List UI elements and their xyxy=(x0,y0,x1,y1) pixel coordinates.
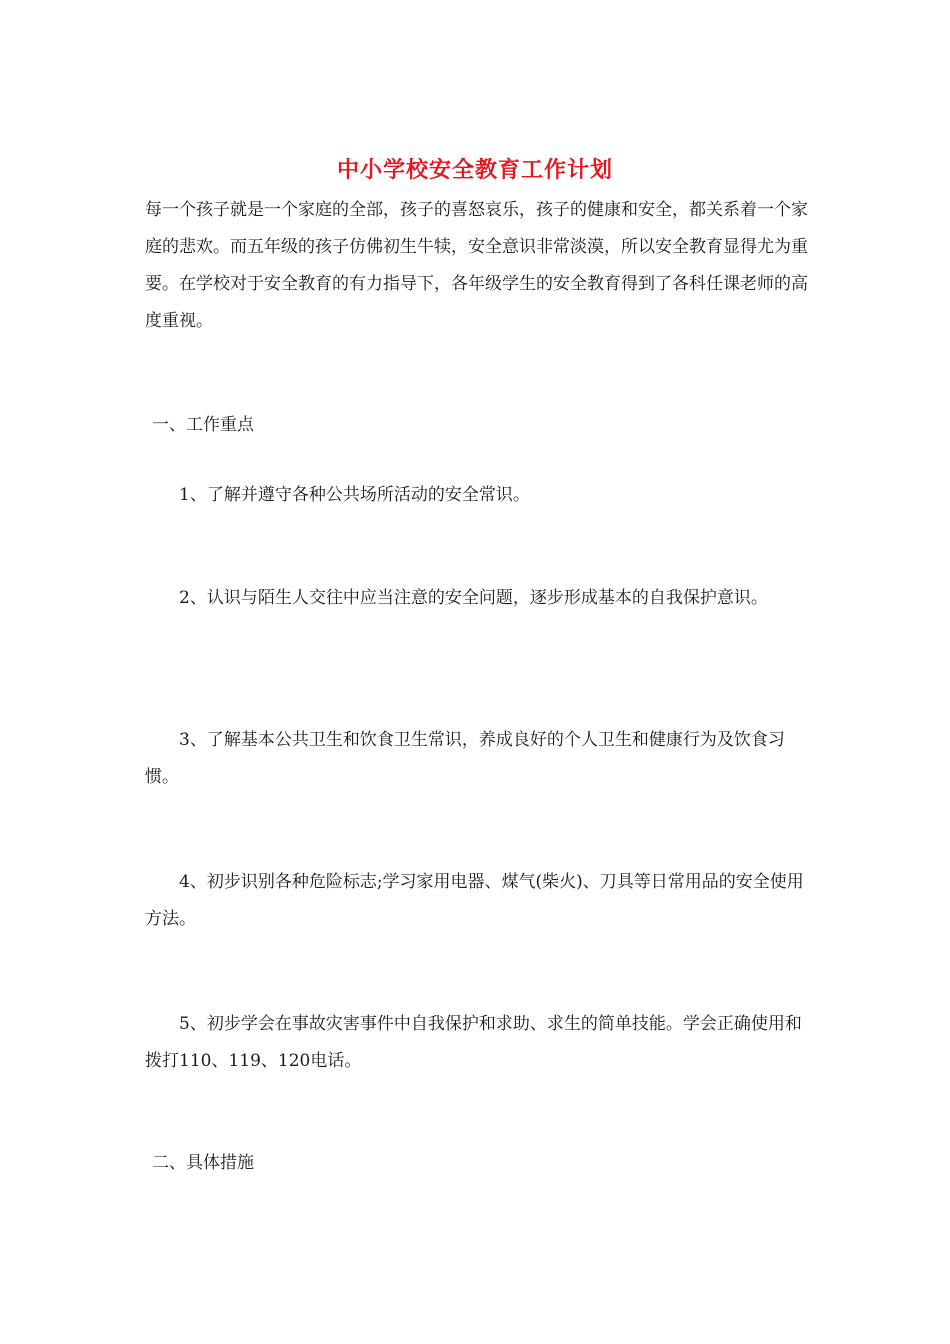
section-heading-measures: 二、具体措施 xyxy=(152,1153,254,1173)
list-item: 1、了解并遵守各种公共场所活动的安全常识。 xyxy=(179,485,530,505)
intro-paragraph: 每一个孩子就是一个家庭的全部，孩子的喜怒哀乐，孩子的健康和安全，都关系着一个家庭的悲欢。而五年级的孩子仿佛初生牛犊，安全意识非常淡漠，所以安全教育显得尤为重要。在学校对于安全教育的有力指导下，各年级学生的安全教育得到了各科任课老师的高度重视。 xyxy=(145,200,808,331)
list-item: 5、初步学会在事故灾害事件中自我保护和求助、求生的简单技能。学会正确使用和拨打110、119、120电话。 xyxy=(145,1014,802,1071)
list-item: 4、初步识别各种危险标志;学习家用电器、煤气(柴火)、刀具等日常用品的安全使用方法。 xyxy=(145,872,804,929)
list-item: 2、认识与陌生人交往中应当注意的安全问题，逐步形成基本的自我保护意识。 xyxy=(179,588,768,608)
document-title: 中小学校安全教育工作计划 xyxy=(336,157,613,183)
section-heading-work-focus: 一、工作重点 xyxy=(152,415,254,435)
list-item: 3、了解基本公共卫生和饮食卫生常识，养成良好的个人卫生和健康行为及饮食习惯。 xyxy=(145,730,785,787)
